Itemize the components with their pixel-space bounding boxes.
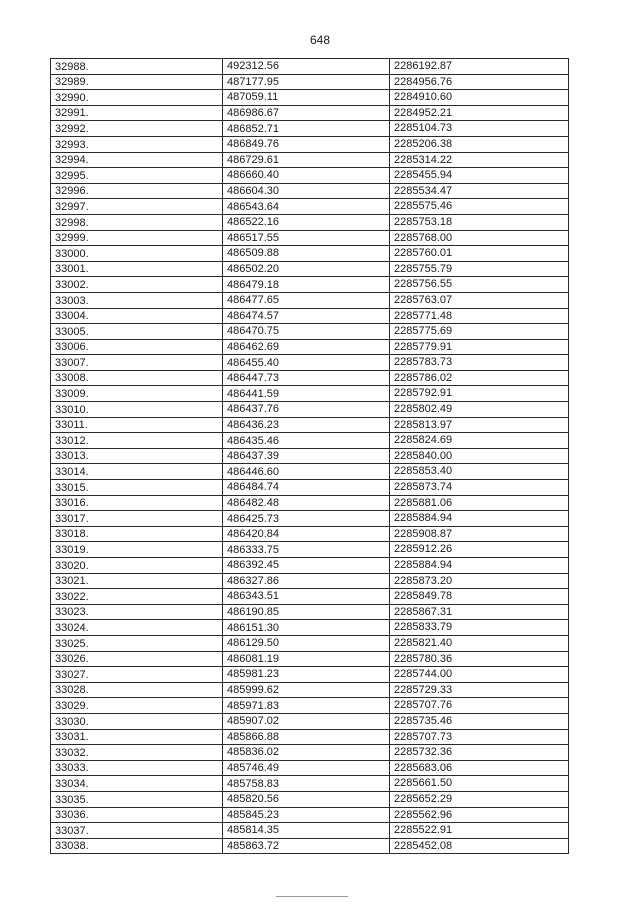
- table-row: [51, 760, 569, 776]
- point-number-cell: 33006.: [51, 339, 223, 355]
- table-row: [51, 308, 569, 324]
- table-row: [51, 277, 569, 293]
- y-coordinate-cell: 2285881.06: [390, 495, 569, 511]
- table-row: [51, 823, 569, 839]
- x-coordinate-cell: 486482.48: [223, 495, 390, 511]
- y-coordinate-cell: 2284910.60: [390, 90, 569, 106]
- point-number-cell: 33003.: [51, 292, 223, 308]
- x-coordinate-cell: 486441.59: [223, 386, 390, 402]
- y-coordinate-cell: 2285744.00: [390, 667, 569, 683]
- y-coordinate-cell: 2284952.21: [390, 105, 569, 121]
- y-coordinate-cell: 2285760.01: [390, 246, 569, 262]
- point-number-cell: 33016.: [51, 495, 223, 511]
- table-row: [51, 230, 569, 246]
- point-number-cell: 33005.: [51, 324, 223, 340]
- x-coordinate-cell: 486509.88: [223, 246, 390, 262]
- table-row: [51, 651, 569, 667]
- y-coordinate-cell: 2285452.08: [390, 838, 569, 854]
- point-number-cell: 33015.: [51, 480, 223, 496]
- y-coordinate-cell: 2285786.02: [390, 370, 569, 386]
- y-coordinate-cell: 2285534.47: [390, 183, 569, 199]
- table-row: [51, 121, 569, 137]
- y-coordinate-cell: 2285853.40: [390, 464, 569, 480]
- point-number-cell: 33020.: [51, 558, 223, 574]
- point-number-cell: 33011.: [51, 417, 223, 433]
- x-coordinate-cell: 486484.74: [223, 480, 390, 496]
- point-number-cell: 32993.: [51, 136, 223, 152]
- y-coordinate-cell: 2285824.69: [390, 433, 569, 449]
- table-row: [51, 573, 569, 589]
- table-row: [51, 370, 569, 386]
- point-number-cell: 33037.: [51, 823, 223, 839]
- x-coordinate-cell: 486502.20: [223, 261, 390, 277]
- x-coordinate-cell: 486852.71: [223, 121, 390, 137]
- y-coordinate-cell: 2285775.69: [390, 324, 569, 340]
- point-number-cell: 33018.: [51, 526, 223, 542]
- point-number-cell: 33031.: [51, 729, 223, 745]
- x-coordinate-cell: 486455.40: [223, 355, 390, 371]
- page-number: 648: [309, 33, 331, 47]
- table-row: [51, 168, 569, 184]
- point-number-cell: 33025.: [51, 635, 223, 651]
- table-row: [51, 495, 569, 511]
- table-row: [51, 667, 569, 683]
- point-number-cell: 33029.: [51, 698, 223, 714]
- y-coordinate-cell: 2285912.26: [390, 542, 569, 558]
- table-row: [51, 838, 569, 854]
- table-row: [51, 183, 569, 199]
- point-number-cell: 33002.: [51, 277, 223, 293]
- x-coordinate-cell: 486343.51: [223, 589, 390, 605]
- x-coordinate-cell: 485836.02: [223, 745, 390, 761]
- table-row: [51, 90, 569, 106]
- y-coordinate-cell: 2285707.76: [390, 698, 569, 714]
- x-coordinate-cell: 486435.46: [223, 433, 390, 449]
- y-coordinate-cell: 2285833.79: [390, 620, 569, 636]
- table-row: [51, 511, 569, 527]
- x-coordinate-cell: 486420.84: [223, 526, 390, 542]
- x-coordinate-cell: 486517.55: [223, 230, 390, 246]
- table-row: [51, 558, 569, 574]
- x-coordinate-cell: 485866.88: [223, 729, 390, 745]
- x-coordinate-cell: 486436.23: [223, 417, 390, 433]
- x-coordinate-cell: 486151.30: [223, 620, 390, 636]
- x-coordinate-cell: 492312.56: [223, 59, 390, 75]
- table-row: [51, 74, 569, 90]
- x-coordinate-cell: 486604.30: [223, 183, 390, 199]
- table-row: [51, 105, 569, 121]
- point-number-cell: 33035.: [51, 791, 223, 807]
- table-row: [51, 59, 569, 75]
- table-row: [51, 355, 569, 371]
- y-coordinate-cell: 2285729.33: [390, 682, 569, 698]
- y-coordinate-cell: 2285802.49: [390, 402, 569, 418]
- y-coordinate-cell: 2285314.22: [390, 152, 569, 168]
- point-number-cell: 32992.: [51, 121, 223, 137]
- y-coordinate-cell: 2285755.79: [390, 261, 569, 277]
- point-number-cell: 33022.: [51, 589, 223, 605]
- table-row: [51, 542, 569, 558]
- x-coordinate-cell: 485981.23: [223, 667, 390, 683]
- y-coordinate-cell: 2285753.18: [390, 214, 569, 230]
- point-number-cell: 33000.: [51, 246, 223, 262]
- y-coordinate-cell: 2285783.73: [390, 355, 569, 371]
- point-number-cell: 32990.: [51, 90, 223, 106]
- table-row: [51, 589, 569, 605]
- table-row: [51, 713, 569, 729]
- table-row: [51, 292, 569, 308]
- x-coordinate-cell: 485863.72: [223, 838, 390, 854]
- y-coordinate-cell: 2285908.87: [390, 526, 569, 542]
- x-coordinate-cell: 486333.75: [223, 542, 390, 558]
- point-number-cell: 32995.: [51, 168, 223, 184]
- x-coordinate-cell: 486129.50: [223, 635, 390, 651]
- point-number-cell: 33024.: [51, 620, 223, 636]
- y-coordinate-cell: 2285104.73: [390, 121, 569, 137]
- table-row: [51, 402, 569, 418]
- table-row: [51, 807, 569, 823]
- x-coordinate-cell: 485845.23: [223, 807, 390, 823]
- table-row: [51, 214, 569, 230]
- table-row: [51, 698, 569, 714]
- table-row: [51, 246, 569, 262]
- table-row: [51, 261, 569, 277]
- y-coordinate-cell: 2285873.20: [390, 573, 569, 589]
- x-coordinate-cell: 486392.45: [223, 558, 390, 574]
- y-coordinate-cell: 2285792.91: [390, 386, 569, 402]
- table-row: [51, 776, 569, 792]
- y-coordinate-cell: 2285849.78: [390, 589, 569, 605]
- y-coordinate-cell: 2285873.74: [390, 480, 569, 496]
- point-number-cell: 32994.: [51, 152, 223, 168]
- x-coordinate-cell: 486081.19: [223, 651, 390, 667]
- x-coordinate-cell: 485814.35: [223, 823, 390, 839]
- table-row: [51, 729, 569, 745]
- x-coordinate-cell: 486190.85: [223, 604, 390, 620]
- y-coordinate-cell: 2285735.46: [390, 713, 569, 729]
- point-number-cell: 33027.: [51, 667, 223, 683]
- point-number-cell: 33033.: [51, 760, 223, 776]
- table-row: [51, 324, 569, 340]
- y-coordinate-cell: 2285707.73: [390, 729, 569, 745]
- y-coordinate-cell: 2285884.94: [390, 511, 569, 527]
- x-coordinate-cell: 485820.56: [223, 791, 390, 807]
- x-coordinate-cell: 486327.86: [223, 573, 390, 589]
- y-coordinate-cell: 2285652.29: [390, 791, 569, 807]
- table-row: [51, 339, 569, 355]
- x-coordinate-cell: 487177.95: [223, 74, 390, 90]
- table-row: [51, 136, 569, 152]
- y-coordinate-cell: 2285771.48: [390, 308, 569, 324]
- x-coordinate-cell: 486479.18: [223, 277, 390, 293]
- x-coordinate-cell: 486470.75: [223, 324, 390, 340]
- point-number-cell: 33009.: [51, 386, 223, 402]
- y-coordinate-cell: 2285732.36: [390, 745, 569, 761]
- x-coordinate-cell: 486425.73: [223, 511, 390, 527]
- point-number-cell: 33017.: [51, 511, 223, 527]
- y-coordinate-cell: 2285562.96: [390, 807, 569, 823]
- y-coordinate-cell: 2285867.31: [390, 604, 569, 620]
- point-number-cell: 33014.: [51, 464, 223, 480]
- table-row: [51, 620, 569, 636]
- table-row: [51, 417, 569, 433]
- x-coordinate-cell: 486729.61: [223, 152, 390, 168]
- point-number-cell: 33030.: [51, 713, 223, 729]
- table-row: [51, 526, 569, 542]
- point-number-cell: 32989.: [51, 74, 223, 90]
- point-number-cell: 32996.: [51, 183, 223, 199]
- x-coordinate-cell: 486447.73: [223, 370, 390, 386]
- x-coordinate-cell: 486474.57: [223, 308, 390, 324]
- y-coordinate-cell: 2285780.36: [390, 651, 569, 667]
- y-coordinate-cell: 2285840.00: [390, 448, 569, 464]
- table-row: [51, 464, 569, 480]
- point-number-cell: 33013.: [51, 448, 223, 464]
- point-number-cell: 32999.: [51, 230, 223, 246]
- point-number-cell: 33023.: [51, 604, 223, 620]
- y-coordinate-cell: 2285821.40: [390, 635, 569, 651]
- y-coordinate-cell: 2285779.91: [390, 339, 569, 355]
- x-coordinate-cell: 485907.02: [223, 713, 390, 729]
- table-row: [51, 199, 569, 215]
- x-coordinate-cell: 486522.16: [223, 214, 390, 230]
- x-coordinate-cell: 486437.39: [223, 448, 390, 464]
- point-number-cell: 33038.: [51, 838, 223, 854]
- y-coordinate-cell: 2285813.97: [390, 417, 569, 433]
- table-row: [51, 152, 569, 168]
- x-coordinate-cell: 486543.64: [223, 199, 390, 215]
- point-number-cell: 33007.: [51, 355, 223, 371]
- point-number-cell: 33034.: [51, 776, 223, 792]
- table-row: [51, 448, 569, 464]
- point-number-cell: 32997.: [51, 199, 223, 215]
- table-row: [51, 791, 569, 807]
- table-row: [51, 604, 569, 620]
- x-coordinate-cell: 486660.40: [223, 168, 390, 184]
- table-row: [51, 433, 569, 449]
- point-number-cell: 32988.: [51, 59, 223, 75]
- table-row: [51, 480, 569, 496]
- y-coordinate-cell: 2285683.06: [390, 760, 569, 776]
- x-coordinate-cell: 486986.67: [223, 105, 390, 121]
- point-number-cell: 33032.: [51, 745, 223, 761]
- coordinates-table-body: [51, 59, 569, 854]
- point-number-cell: 33026.: [51, 651, 223, 667]
- x-coordinate-cell: 487059.11: [223, 90, 390, 106]
- x-coordinate-cell: 486437.76: [223, 402, 390, 418]
- x-coordinate-cell: 485758.83: [223, 776, 390, 792]
- y-coordinate-cell: 2284956.76: [390, 74, 569, 90]
- x-coordinate-cell: 485999.62: [223, 682, 390, 698]
- table-row: [51, 682, 569, 698]
- point-number-cell: 33019.: [51, 542, 223, 558]
- y-coordinate-cell: 2285522.91: [390, 823, 569, 839]
- point-number-cell: 32991.: [51, 105, 223, 121]
- point-number-cell: 33004.: [51, 308, 223, 324]
- point-number-cell: 33008.: [51, 370, 223, 386]
- y-coordinate-cell: 2285763.07: [390, 292, 569, 308]
- table-row: [51, 635, 569, 651]
- point-number-cell: 32998.: [51, 214, 223, 230]
- point-number-cell: 33028.: [51, 682, 223, 698]
- y-coordinate-cell: 2285206.38: [390, 136, 569, 152]
- y-coordinate-cell: 2286192.87: [390, 59, 569, 75]
- point-number-cell: 33012.: [51, 433, 223, 449]
- table-row: [51, 745, 569, 761]
- y-coordinate-cell: 2285768.00: [390, 230, 569, 246]
- x-coordinate-cell: 486446.60: [223, 464, 390, 480]
- x-coordinate-cell: 486849.76: [223, 136, 390, 152]
- point-number-cell: 33021.: [51, 573, 223, 589]
- x-coordinate-cell: 485746.49: [223, 760, 390, 776]
- y-coordinate-cell: 2285884.94: [390, 558, 569, 574]
- bottom-rule: [276, 896, 348, 897]
- x-coordinate-cell: 486477.65: [223, 292, 390, 308]
- x-coordinate-cell: 485971.83: [223, 698, 390, 714]
- table-row: [51, 386, 569, 402]
- y-coordinate-cell: 2285756.55: [390, 277, 569, 293]
- y-coordinate-cell: 2285575.46: [390, 199, 569, 215]
- y-coordinate-cell: 2285661.50: [390, 776, 569, 792]
- y-coordinate-cell: 2285455.94: [390, 168, 569, 184]
- point-number-cell: 33036.: [51, 807, 223, 823]
- coordinates-table: [50, 58, 569, 854]
- point-number-cell: 33010.: [51, 402, 223, 418]
- x-coordinate-cell: 486462.69: [223, 339, 390, 355]
- point-number-cell: 33001.: [51, 261, 223, 277]
